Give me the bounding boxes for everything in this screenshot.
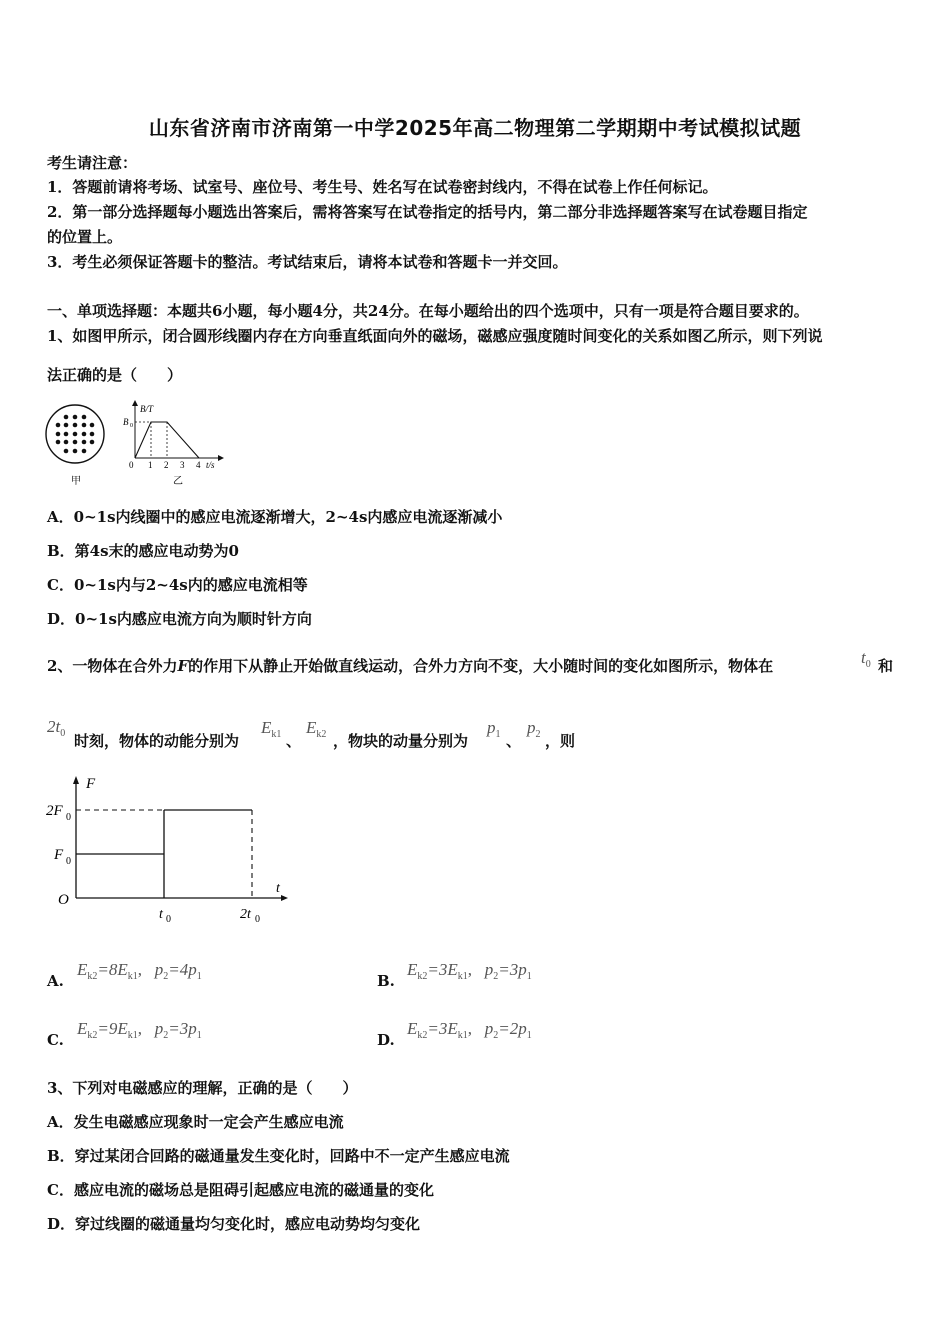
tick-label: 2 xyxy=(164,460,169,470)
y-arrow xyxy=(132,400,138,406)
force-symbol: F xyxy=(177,657,189,675)
q2-option-a: A. $E_{k2}=8E_{k1}$, $p_2=4p_1$ xyxy=(47,960,202,990)
y-arrow xyxy=(73,776,79,784)
label-jia: 甲 xyxy=(71,476,81,487)
label-yi: 乙 xyxy=(173,476,183,487)
ek2-symbol: $E_{k2}$ xyxy=(306,718,327,740)
field-dot xyxy=(90,432,95,437)
question-2-and: 和 xyxy=(878,657,894,675)
field-dot xyxy=(82,415,87,420)
field-dot xyxy=(64,432,69,437)
p1-symbol: $p_1$ xyxy=(487,718,501,740)
x-axis-label: t xyxy=(276,881,280,896)
tick-f0-sub: 0 xyxy=(66,856,71,867)
field-dots xyxy=(56,415,95,454)
tick-label: 4 xyxy=(196,460,201,470)
p2-symbol: $p_2$ xyxy=(527,718,541,740)
q1-option-a: A．0~1s内线圈中的感应电流逐渐增大，2~4s内感应电流逐渐减小 xyxy=(47,508,503,526)
q1-option-b: B．第4s末的感应电动势为0 xyxy=(47,542,239,560)
tick-f0: F xyxy=(54,847,64,863)
tick-2f0-sub: 0 xyxy=(66,812,71,823)
notice-item: 的位置上。 xyxy=(47,228,123,246)
field-dot xyxy=(64,449,69,454)
field-dot xyxy=(73,415,78,420)
field-dot xyxy=(64,423,69,428)
field-dot xyxy=(73,432,78,437)
field-dot xyxy=(82,449,87,454)
tick-label: 1 xyxy=(148,460,153,470)
y-axis-label: F xyxy=(86,776,96,792)
q2-option-d: D. $E_{k2}=3E_{k1}$, $p_2=2p_1$ xyxy=(377,1019,532,1049)
q3-option-d: D．穿过线圈的磁通量均匀变化时，感应电动势均匀变化 xyxy=(47,1215,421,1233)
ek1-symbol: $E_{k1}$ xyxy=(261,718,282,740)
q1-figure-jia xyxy=(44,400,114,492)
field-dot xyxy=(56,440,61,445)
q3-option-a: A．发生电磁感应现象时一定会产生感应电流 xyxy=(47,1113,344,1131)
section-heading: 一、单项选择题：本题共6小题，每小题4分，共24分。在每小题给出的四个选项中，只有一项是符合题目要求的。 xyxy=(47,302,809,320)
question-2-stem-cont: ，物块的动量分别为 xyxy=(333,732,469,750)
field-dot xyxy=(56,432,61,437)
field-dot xyxy=(64,440,69,445)
x-arrow xyxy=(281,895,288,901)
q1-option-c: C．0~1s内与2~4s内的感应电流相等 xyxy=(47,576,308,594)
tick-label: 3 xyxy=(180,460,185,470)
field-dot xyxy=(90,423,95,428)
q3-option-b: B．穿过某闭合回路的磁通量发生变化时，回路中不一定产生感应电流 xyxy=(47,1147,510,1165)
x-arrow xyxy=(218,455,224,461)
field-dot xyxy=(64,415,69,420)
separator: 、 xyxy=(286,732,302,750)
tick-2t0-sub: 0 xyxy=(255,914,260,925)
tick-2f0: 2F xyxy=(46,803,63,819)
2t0-symbol: $2t_0$ xyxy=(47,717,66,739)
question-1-stem: 1、如图甲所示，闭合圆形线圈内存在方向垂直纸面向外的磁场，磁感应强度随时间变化的关系如图乙所示，则下列说 xyxy=(47,327,823,345)
question-1-stem-cont: 法正确的是（ ） xyxy=(47,366,183,384)
q2-option-b: B. $E_{k2}=3E_{k1}$, $p_2=3p_1$ xyxy=(377,960,532,990)
question-2-stem: 2、一物体在合外力F的作用下从静止开始做直线运动，合外力方向不变，大小随时间的变化如图所示，物体在 xyxy=(47,657,774,675)
field-dot xyxy=(82,423,87,428)
field-dot xyxy=(82,432,87,437)
field-dot xyxy=(56,423,61,428)
tick-t0-sub: 0 xyxy=(166,914,171,925)
q3-option-c: C．感应电流的磁场总是阻碍引起感应电流的磁通量的变化 xyxy=(47,1181,434,1199)
notice-item: 1．答题前请将考场、试室号、座位号、考生号、姓名写在试卷密封线内，不得在试卷上作任何标记。 xyxy=(47,178,718,196)
tick-t0: t xyxy=(159,907,163,922)
page-title: 山东省济南市济南第一中学2025年高二物理第二学期期中考试模拟试题 xyxy=(148,116,802,140)
question-3-stem: 3、下列对电磁感应的理解，正确的是（ ） xyxy=(47,1079,358,1097)
b0-sub: 0 xyxy=(130,423,133,429)
field-dot xyxy=(73,449,78,454)
tick-2t0: 2t xyxy=(240,907,251,922)
field-dot xyxy=(73,440,78,445)
field-dot xyxy=(82,440,87,445)
field-dot xyxy=(90,440,95,445)
x-label: t/s xyxy=(206,460,215,470)
t0-symbol: $t_0$ xyxy=(861,648,871,670)
notice-item: 3．考生必须保证答题卡的整洁。考试结束后，请将本试卷和答题卡一并交回。 xyxy=(47,253,568,271)
y-label: B/T xyxy=(140,404,154,414)
b0-label: B xyxy=(123,417,129,427)
origin-label: O xyxy=(58,892,69,908)
field-dot xyxy=(73,423,78,428)
question-2-stem-end: ，则 xyxy=(545,732,576,750)
q1-option-d: D．0~1s内感应电流方向为顺时针方向 xyxy=(47,610,312,628)
notice-item: 2．第一部分选择题每小题选出答案后，需将答案写在试卷指定的括号内，第二部分非选择题答案写在试卷题目指定 xyxy=(47,203,808,221)
q2-force-chart xyxy=(44,772,294,930)
notice-heading: 考生请注意： xyxy=(47,154,138,172)
separator: 、 xyxy=(506,732,522,750)
question-2-stem-cont: 时刻，物体的动能分别为 xyxy=(74,732,240,750)
q1-figure-yi xyxy=(120,398,230,492)
origin-label: 0 xyxy=(129,460,134,470)
q2-option-c: C. $E_{k2}=9E_{k1}$, $p_2=3p_1$ xyxy=(47,1019,202,1049)
